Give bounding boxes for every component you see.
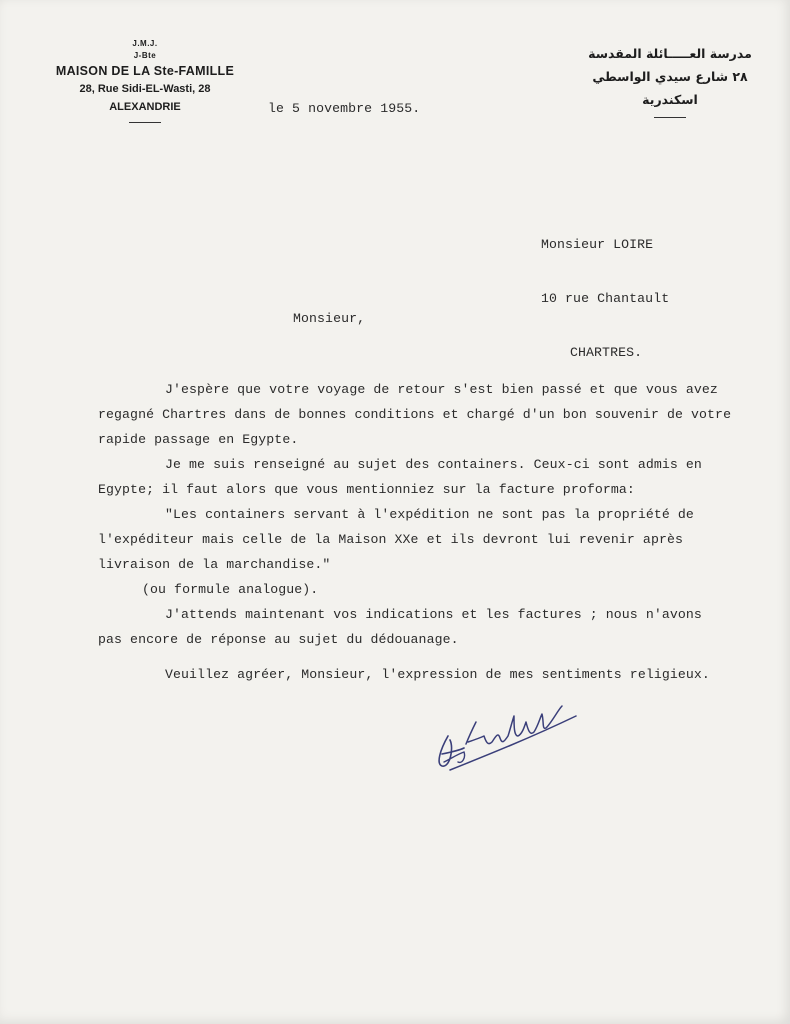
body-line: rapide passage en Egypte.	[98, 432, 299, 447]
letterhead-name: MAISON DE LA Ste-FAMILLE	[55, 64, 235, 78]
letterhead-jbte: J-Bte	[133, 51, 157, 60]
recipient-city: CHARTRES.	[570, 345, 643, 360]
letterhead-arabic-address: ٢٨ شارع سيدي الواسطي	[592, 69, 748, 84]
recipient-street: 10 rue Chantault	[541, 291, 670, 306]
body-line: Veuillez agréer, Monsieur, l'expression de mes sentiments religieux.	[165, 667, 710, 682]
body-line: livraison de la marchandise."	[98, 557, 331, 572]
recipient-address	[541, 200, 669, 398]
letterhead-arabic-city: اسكندرية	[642, 92, 698, 107]
body-line: pas encore de réponse au sujet du dédouanage.	[98, 632, 459, 647]
handwritten-signature	[430, 692, 590, 782]
body-line: l'expéditeur mais celle de la Maison XXe et ils devront lui revenir après	[98, 532, 684, 547]
recipient-name: Monsieur LOIRE	[541, 237, 654, 252]
body-line: J'attends maintenant vos indications et les factures ; nous n'avons	[165, 607, 702, 622]
letter-date: le 5 novembre 1955.	[268, 101, 421, 116]
body-line: (ou formule analogue).	[142, 582, 319, 597]
letterhead-rule	[129, 122, 161, 123]
body-line: Egypte; il faut alors que vous mentionniez sur la facture proforma:	[98, 482, 635, 497]
letterhead-right-arabic	[580, 42, 760, 118]
body-line: regagné Chartres dans de bonnes conditions et chargé d'un bon souvenir de votre	[98, 407, 732, 422]
letterhead-city: ALEXANDRIE	[109, 101, 181, 113]
body-line: Je me suis renseigné au sujet des containers. Ceux-ci sont admis en	[165, 457, 702, 472]
body-line: "Les containers servant à l'expédition ne sont pas la propriété de	[165, 507, 694, 522]
body-line: J'espère que votre voyage de retour s'est bien passé et que vous avez	[165, 382, 718, 397]
letterhead-jmj: J.M.J.	[132, 39, 158, 48]
salutation: Monsieur,	[293, 311, 366, 326]
letterhead-arabic-rule	[654, 117, 686, 118]
letterhead-arabic-name: مدرسة العـــــائلة المقدسة	[588, 46, 752, 61]
letterhead-address: 28, Rue Sidi-EL-Wasti, 28	[79, 83, 211, 95]
letterhead-left	[30, 38, 260, 123]
